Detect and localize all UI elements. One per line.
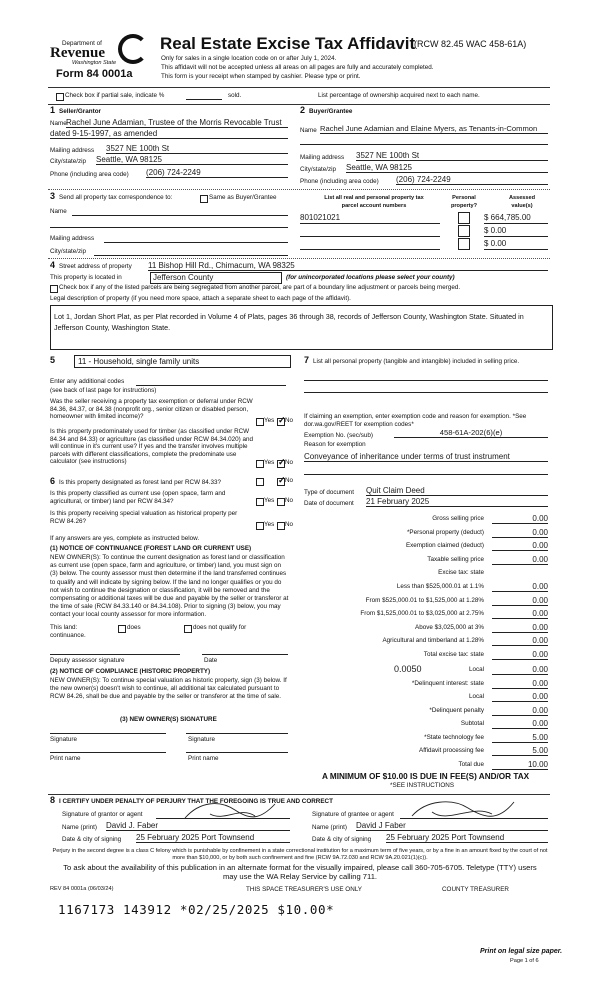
buyer-phone-field[interactable]: (206) 724-2249 [396,175,548,185]
reason-field-2[interactable] [304,474,548,475]
corr-city-label: City/state/zip [50,248,87,255]
seller-name-field-2[interactable]: dated 9-15-1997, as amended [50,129,288,139]
parcel-number-field[interactable]: 801021021 [300,213,440,224]
current-use-yes-checkbox[interactable] [256,498,264,506]
calc-value-field[interactable]: 10.00 [492,760,548,770]
intro-line-2: This affidavit will not be accepted unless all areas on all pages are fully and accurately completed. [161,64,434,71]
assessed-header-line-1: Assessed [508,195,536,201]
corr-name-field-2[interactable] [50,227,288,228]
partial-percent-field[interactable] [186,99,222,100]
calc-value-field[interactable]: 5.00 [492,733,548,743]
calc-value-field[interactable]: 0.00 [492,541,548,551]
calc-label: Exemption claimed (deduct) [405,542,484,550]
assessed-column-header [496,194,548,210]
grantor-name-field[interactable]: David J. Faber [106,821,290,831]
doc-date-field[interactable]: 21 February 2025 [366,497,548,507]
calc-value-field[interactable]: 0.00 [492,665,548,675]
seller-phone-label: Phone (including area code) [50,171,129,178]
calc-value-field[interactable]: 0.00 [492,650,548,660]
calc-value-field[interactable]: 0.00 [492,679,548,689]
current-use-question: Is this property classified as current use (open space, farm and agricultural, or timber) land per RCW 84.34? [50,490,226,505]
additional-codes-field[interactable] [136,385,286,386]
doc-date-label: Date of document [304,500,354,507]
doc-type-field[interactable]: Quit Claim Deed [366,486,548,496]
new-owner-heading: (3) NEW OWNER(S) SIGNATURE [120,716,217,723]
section-number: 7 [304,355,310,365]
partial-sale-label: Check box if partial sale, indicate % [65,92,165,99]
grantee-name-field[interactable]: David J Faber [356,821,548,831]
corr-name-label: Name [50,208,67,215]
new-owner-signature-field-2[interactable] [186,733,288,734]
segregation-label: Check box if any of the listed parcels are being segregated from another parcel, are part of a boundary line adjustment or parcels being merged. [59,284,461,291]
calc-label: *Delinquent interest: state [411,679,484,687]
calc-label: Excise tax: state [438,569,484,577]
calc-value-field[interactable]: 0.00 [492,719,548,729]
treasurer-use-label: THIS SPACE TREASURER'S USE ONLY [246,886,362,893]
revision-label: REV 84 0001a (06/03/24) [50,886,114,892]
parcel-number-field[interactable] [300,226,440,237]
calc-label: *Personal property (deduct) [406,528,484,536]
historic-yes-checkbox[interactable] [256,522,264,530]
no-label: No [285,521,294,528]
section-number: 3 [50,191,56,201]
deputy-date-field[interactable] [202,654,288,655]
yes-label: Yes [264,417,275,424]
no-label: No [285,459,294,466]
yes-label: Yes [264,497,275,504]
seller-name-field[interactable]: Rachel June Adamian, Trustee of the Morris Revocable Trust [66,118,288,128]
if-yes-note: If any answers are yes, complete as instructed below. [50,535,200,542]
signature-label: Signature [50,736,77,743]
page-number: Page 1 of 6 [510,958,539,964]
same-as-buyer-label: Same as Buyer/Grantee [209,194,277,201]
grantor-date-label: Date & city of signing [62,836,122,843]
print-name-label: Print name [188,755,219,762]
divider [48,104,550,105]
grantee-signature-label: Signature of grantee or agent [312,811,394,818]
forest-question: Is this property designated as forest land per RCW 84.33? [59,479,222,486]
calc-value-field[interactable]: 0.00 [492,596,548,606]
divider [48,87,550,88]
does-label: does [127,624,141,631]
yes-label: Yes [264,459,275,466]
calc-label: From $525,000.01 to $1,525,000 at 1.28% [365,596,484,604]
see-back-note: (see back of last page for instructions) [50,387,157,394]
calc-label: Total due [458,760,484,768]
timber-question: Is this property predominately used for timber (as classified under RCW 84.34 and 84.33) or agriculture (as classified under RCW 84.34.020) and will continue in it's current use? If yes and the transfer involves multiple parcels with different classifications, complete the predominate use calculator (see instructions) [50,428,254,466]
assessed-header-line-2: value(s) [511,203,533,209]
corr-city-field[interactable] [94,255,288,256]
signature-label: Signature [188,736,215,743]
q1-yes-checkbox[interactable] [256,418,264,426]
calc-label: Local [468,666,484,673]
seller-city-field[interactable]: Seattle, WA 98125 [96,155,288,165]
parcel-column-header [300,194,448,210]
buyer-phone-label: Phone (including area code) [300,178,379,185]
exemption-no-field[interactable]: 458-61A-202(6)(e) [394,428,548,438]
calc-label: Above $3,025,000 at 3% [415,623,484,631]
calc-label: Subtotal [460,720,484,727]
segregation-checkbox[interactable] [50,285,58,293]
personal-header-line-1: Personal [452,195,476,201]
county-treasurer-label: COUNTY TREASURER [442,886,509,893]
certify-statement: I CERTIFY UNDER PENALTY OF PERJURY THAT THE FOREGOING IS TRUE AND CORRECT [59,798,333,805]
seller-mail-field[interactable]: 3527 NE 100th St [106,144,288,154]
does-checkbox[interactable] [118,625,126,633]
grantee-date-field[interactable]: 25 February 2025 Port Townsend [386,833,548,843]
ownership-note: List percentage of ownership acquired next to each name. [318,92,480,99]
personal-property-checkbox[interactable] [458,212,470,224]
calc-label: Affidavit processing fee [419,747,484,754]
continuance-body: NEW OWNER(S): To continue the current designation as forest land or classification as current use (open space, farm and agriculture, or timber) land, you must sign on (3) below. The county assessor must then determine if the land transferred continues to qualify and will indicate by signing below. If the land no longer qualifies or you do not wish to continue the designation or classification, it will be removed and the compensating or additional taxes will be due and payable by the seller or transferor at the time of sale (RCW 84.33.140 or 84.34.108). Prior to signing (3) below, you may contact your local county assessor for more information. [50,554,289,619]
personal-property-field-2[interactable] [304,392,548,393]
exemption-instruction: If claiming an exemption, enter exemption code and reason for exemption. *See dor.wa.gov/REET for exemption codes* [304,413,527,428]
correspondence-label: Send all property tax correspondence to: [59,194,173,201]
parcel-header-line-2: parcel account numbers [341,203,407,209]
q2-no-checkbox[interactable]: ✓ [278,457,286,467]
personal-property-field[interactable] [304,380,548,381]
section-number: 4 [50,260,56,270]
partial-sale-checkbox[interactable] [56,93,64,101]
state-label: Washington State [72,60,117,66]
corr-mail-field[interactable] [104,242,288,243]
buyer-mail-label: Mailing address [300,154,345,161]
personal-property-label: List all personal property (tangible and intangible) included in selling price. [313,358,520,365]
historic-no-checkbox[interactable] [277,522,285,530]
personal-header-line-2: property? [450,203,478,209]
compliance-heading: (2) NOTICE OF COMPLIANCE (HISTORIC PROPERTY) [50,668,211,675]
perjury-notice: Perjury in the second degree is a class C felony which is punishable by confinement in a state correctional institution for a maximum term of five years, or by a fine in an amount fixed by the court of not more than $10,000, or by both such confinement and fine (RCW 9A.72.030 and RCW 9A.20.021(1)(c)). [52,848,548,861]
personal-property-checkbox[interactable] [458,238,470,250]
buyer-name-field[interactable]: Rachel June Adamian and Elaine Myers, as Tenants-in-Common [320,124,548,134]
deputy-date-label: Date [204,657,218,664]
seller-phone-field[interactable]: (206) 724-2249 [146,168,288,178]
calc-value-field[interactable]: 5.00 [492,746,548,756]
grantee-name-label: Name (print) [312,824,347,831]
buyer-name-field-2[interactable] [300,144,548,145]
compliance-body: NEW OWNER(S): To continue special valuation as historic property, sign (3) below. If the new owner(s) doesn't wish to continue, all additional tax calculated pursuant to RCW 84.26, shall be due and payable by the seller or transferor at the time of sale. [50,677,287,701]
legal-description-field[interactable]: Lot 1, Jordan Short Plat, as per Plat recorded in Volume 4 of Plats, pages 36 through 38, records of Jefferson County, Washington State. Situated in Jefferson County, Washington State. [50,305,553,350]
reason-label: Reason for exemption [304,441,366,448]
legal-paper-note: Print on legal size paper. [480,948,563,955]
intro-line-1: Only for sales in a single location code on or after July 1, 2024. [161,55,337,62]
calc-value-field[interactable]: 0.00 [492,528,548,538]
legal-description-label: Legal description of property (if you need more space, attach a separate sheet to each page of the affidavit). [50,295,351,302]
personal-column-header [446,194,482,210]
located-label: This property is located in [50,274,122,281]
deputy-signature-field[interactable] [50,654,180,655]
section-number: 5 [50,355,56,365]
divider [48,794,550,795]
intro-line-3: This form is your receipt when stamped by cashier. Please type or print. [161,73,361,80]
exemption-question: Was the seller receiving a property tax exemption or deferral under RCW 84.36, 84.37, or 84.38 (nonprofit org., senior citizen or disabled person, homeowner with limited income)? [50,398,253,421]
historic-question: Is this property receiving special valuation as historical property per RCW 84.26? [50,510,238,525]
see-instructions: *SEE INSTRUCTIONS [390,782,455,789]
calc-value-field[interactable]: 0.00 [492,706,548,716]
no-label: No [285,497,294,504]
divider [48,258,550,259]
minimum-due-notice: A MINIMUM OF $10.00 IS DUE IN FEE(S) AND/OR TAX [322,772,530,781]
grantor-signature-label: Signature of grantor or agent [62,811,143,818]
calc-value-field[interactable]: 0.00 [492,609,548,619]
seller-heading: Seller/Grantor [59,108,101,115]
calc-label: Taxable selling price [427,555,484,563]
assessed-value-field[interactable]: $ 0.00 [484,226,548,237]
additional-codes-label: Enter any additional codes [50,378,125,385]
no-label: No [285,477,294,484]
seller-mail-label: Mailing address [50,147,95,154]
calc-label: *State technology fee [424,733,484,741]
buyer-name-label: Name [300,127,317,134]
exemption-no-label: Exemption No. (sec/sub) [304,432,373,439]
corr-name-field[interactable] [72,215,288,216]
assessed-value-field[interactable]: $ 0.00 [484,239,548,250]
print-name-label: Print name [50,755,81,762]
calc-label: Gross selling price [432,515,484,522]
new-owner-print-field[interactable] [50,752,166,753]
parcel-number-field[interactable] [300,239,440,250]
continuance-label: continuance. [50,632,86,639]
parcel-header-line-1: List all real and personal property tax [324,195,424,201]
new-owner-print-field-2[interactable] [186,752,288,753]
calc-label: Agricultural and timberland at 1.28% [382,637,484,645]
county-select[interactable]: Jefferson County [150,272,282,284]
calc-label: *Delinquent penalty [429,706,484,714]
page-title: Real Estate Excise Tax Affidavit [160,34,416,53]
personal-property-checkbox[interactable] [458,225,470,237]
calc-value-field[interactable]: 0.00 [492,623,548,633]
assessed-value-field[interactable]: $ 664,785.00 [484,213,548,224]
sold-label: sold. [228,92,242,99]
divider [48,189,550,190]
continuance-heading: (1) NOTICE OF CONTINUANCE (FOREST LAND OR CURRENT USE) [50,545,252,552]
yes-label: Yes [264,521,275,528]
form-number: Form 84 0001a [56,68,133,80]
section-number: 8 [50,795,56,805]
grantor-date-field[interactable]: 25 February 2025 Port Townsend [136,833,290,843]
accessibility-notice: To ask about the availability of this publication in an alternate format for the visually impaired, please call 360-705-6705. Teletype (TTY) users may use the WA Relay Service by calling 711. [63,863,537,881]
calc-label: From $1,525,000.01 to $3,025,000 at 2.75% [360,610,484,618]
new-owner-signature-field[interactable] [50,733,166,734]
same-as-buyer-checkbox[interactable] [200,195,208,203]
seller-city-label: City/state/zip [50,158,87,165]
section-number: 1 [50,105,56,115]
calc-label: Less than $525,000.01 at 1.1% [396,583,484,590]
calc-value-field[interactable]: 0.00 [492,555,548,565]
calc-value-field[interactable]: 0.00 [492,636,548,646]
does-not-checkbox[interactable] [184,625,192,633]
reason-field[interactable]: Conveyance of inheritance under terms of trust instrument [304,452,548,462]
revenue-logo-icon [118,34,148,64]
forest-yes-checkbox[interactable] [256,478,264,486]
cashier-receipt-stamp: 1167173 143912 *02/25/2025 $10.00* [58,902,335,917]
q1-no-checkbox[interactable]: ✓ [278,415,286,425]
buyer-city-label: City/state/zip [300,166,337,173]
street-label: Street address of property [59,263,132,270]
no-label: No [285,417,294,424]
q2-yes-checkbox[interactable] [256,460,264,468]
rcw-citation: (RCW 82.45 WAC 458-61A) [414,39,527,49]
does-not-label: does not qualify for [193,624,247,631]
grantor-name-label: Name (print) [62,824,97,831]
calc-label: Local [468,693,484,700]
street-field[interactable]: 11 Bishop Hill Rd., Chimacum, WA 98325 [148,261,548,271]
buyer-city-field[interactable]: Seattle, WA 98125 [346,163,548,173]
calc-value-field[interactable]: 0.00 [492,514,548,524]
current-use-no-checkbox[interactable] [277,498,285,506]
deputy-label: Deputy assessor signature [50,657,125,664]
local-rate: 0.0050 [394,664,422,674]
corr-mail-label: Mailing address [50,235,95,242]
calc-value-field[interactable]: 0.00 [492,582,548,592]
agency-label: Revenue [50,45,105,61]
dept-label: Department of [62,40,102,47]
county-note: (for unincorporated locations please select your county) [286,274,455,281]
this-land-label: This land: [50,624,78,631]
seller-name-label: Name [50,120,67,127]
forest-no-checkbox[interactable]: ✓ [278,475,286,485]
calc-value-field[interactable]: 0.00 [492,692,548,702]
section-number: 2 [300,105,306,115]
use-code-select[interactable]: 11 - Household, single family units [74,355,291,368]
buyer-heading: Buyer/Grantee [309,108,353,115]
calc-label: Total excise tax: state [423,651,484,658]
section-number: 6 [50,476,56,486]
grantee-date-label: Date & city of signing [312,836,372,843]
buyer-mail-field[interactable]: 3527 NE 100th St [356,151,548,161]
doc-type-label: Type of document [304,489,355,496]
